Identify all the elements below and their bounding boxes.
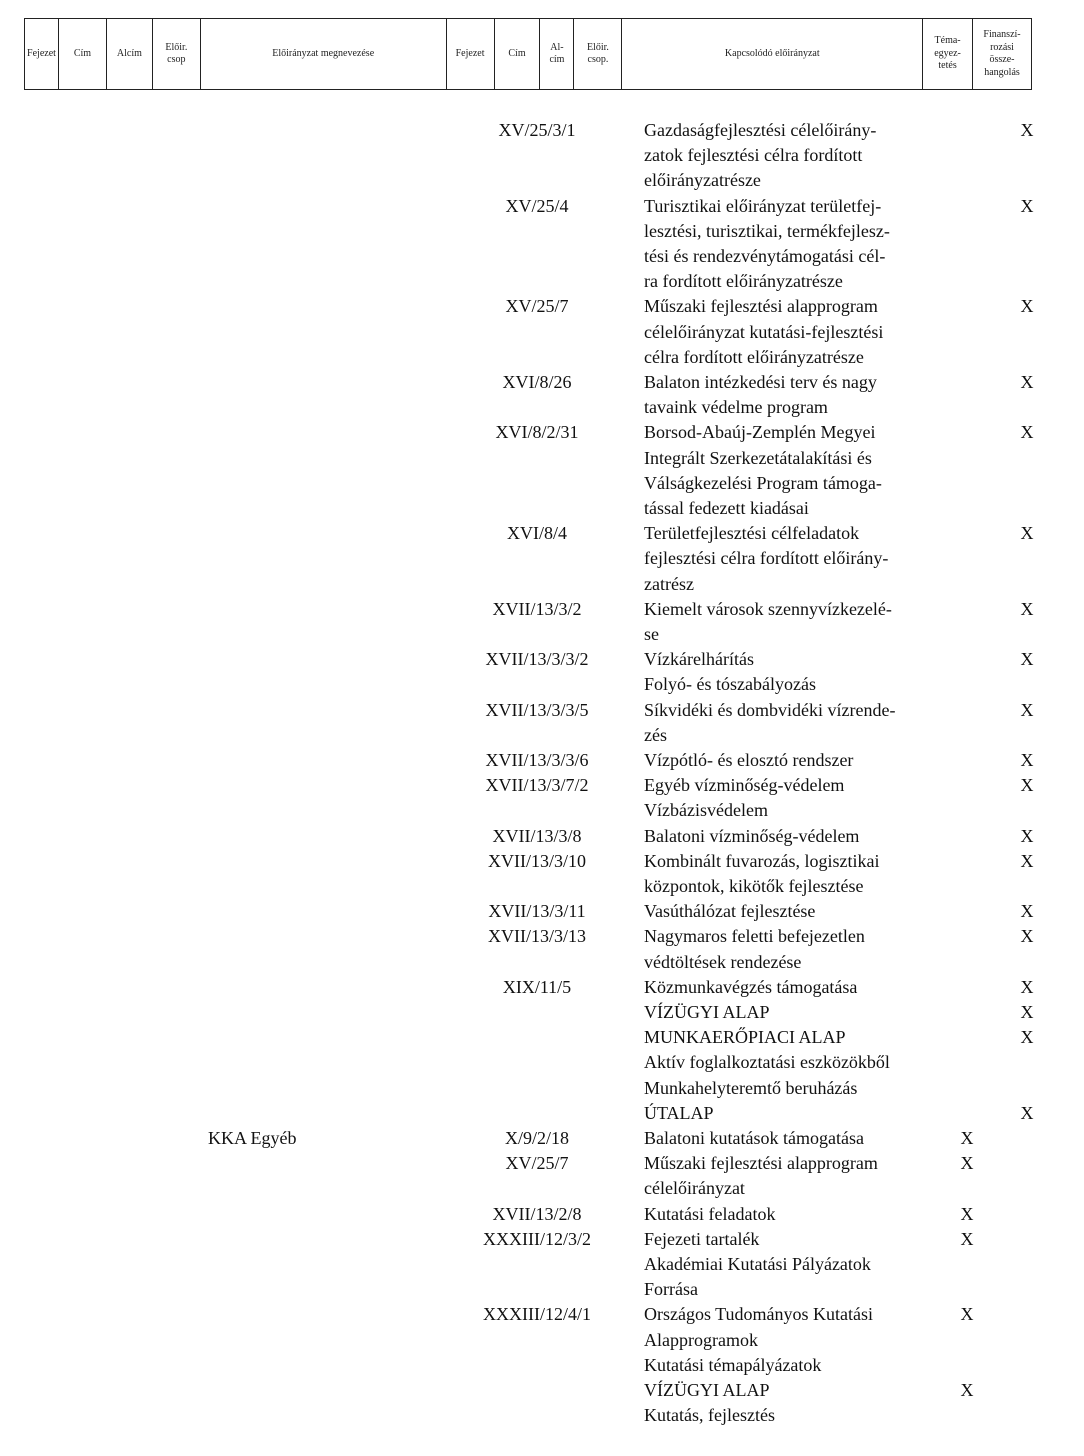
description-line: Vízpótló- és elosztó rendszer	[644, 750, 854, 770]
description-line: Balatoni vízminőség-védelem	[644, 825, 860, 846]
table-row	[0, 698, 1084, 748]
temaegyeztetes-mark: X	[960, 1203, 974, 1224]
description-line: Egyéb vízminőség-védelem	[644, 775, 845, 796]
description-line: előirányzatrésze	[644, 170, 761, 191]
row-description	[644, 975, 939, 1000]
header-eloir-csop-2: Előir. csop.	[574, 19, 622, 89]
table-row	[0, 194, 1084, 295]
description-line: Alapprogramok	[644, 1329, 758, 1350]
table-row	[0, 1302, 1084, 1378]
description-line: tással fedezett kiadásai	[644, 498, 809, 518]
row-code: XVII/13/3/8	[492, 825, 582, 846]
temaegyeztetes-mark: X	[960, 1304, 974, 1325]
row-code: XVII/13/2/8	[492, 1203, 582, 1224]
row-code: XV/25/4	[505, 195, 569, 216]
table-row	[0, 420, 1084, 521]
row-description	[644, 194, 939, 295]
description-line: Vízkárelhárítás	[644, 649, 754, 670]
table-row	[0, 1025, 1084, 1101]
description-line: Borsod-Abaúj-Zemplén Megyei	[644, 422, 876, 443]
description-line: Balaton intézkedési terv és nagy	[644, 372, 877, 392]
finanszirozasi-mark: X	[1020, 120, 1034, 140]
description-line: fejlesztési célra fordított előirány-	[644, 548, 889, 569]
finanszirozasi-mark: X	[1020, 699, 1034, 720]
finanszirozasi-mark: X	[1020, 1002, 1034, 1022]
description-line: tavaink védelme program	[644, 397, 828, 418]
row-description	[644, 647, 939, 697]
header-eloir-csop: Előir. csop	[153, 19, 201, 89]
description-line: Forrása	[644, 1279, 698, 1300]
description-line: Műszaki fejlesztési alapprogram	[644, 1153, 878, 1174]
table-header	[24, 18, 1032, 90]
row-description	[644, 370, 939, 420]
description-line: zatrész	[644, 573, 694, 594]
row-code: XIX/11/5	[502, 976, 572, 997]
description-line: Országos Tudományos Kutatási	[644, 1304, 873, 1325]
row-description	[644, 1101, 939, 1126]
table-row	[0, 521, 1084, 597]
row-description	[644, 118, 939, 194]
finanszirozasi-mark: X	[1020, 901, 1034, 922]
description-line: célelőirányzat	[644, 1178, 745, 1199]
finanszirozasi-mark: X	[1020, 1027, 1034, 1048]
description-line: Válságkezelési Program támoga-	[644, 472, 882, 493]
row-code: XVII/13/3/13	[488, 926, 586, 947]
description-line: zatok fejlesztési célra fordított	[644, 145, 863, 166]
header-temaegyeztetes: Téma- egyez- tetés	[923, 19, 973, 89]
row-description	[644, 924, 939, 974]
row-description	[644, 1126, 939, 1151]
description-line: Nagymaros feletti befejezetlen	[644, 926, 865, 947]
finanszirozasi-mark: X	[1020, 523, 1034, 544]
description-line: Műszaki fejlesztési alapprogram	[644, 296, 878, 317]
finanszirozasi-mark: X	[1020, 1102, 1034, 1123]
row-code: XVI/8/2/31	[495, 422, 579, 443]
description-line: Integrált Szerkezetátalakítási és	[644, 447, 872, 468]
header-kapcsolodo-eloiranyzat: Kapcsolódó előirányzat	[622, 19, 923, 89]
table-row	[0, 899, 1084, 924]
description-line: Kiemelt városok szennyvízkezelé-	[644, 598, 892, 619]
row-code: XV/25/7	[505, 1153, 569, 1174]
header-alcim-2: Al- cím	[540, 19, 574, 89]
row-code: XV/25/3/1	[498, 120, 576, 140]
description-line: zés	[644, 724, 667, 745]
finanszirozasi-mark: X	[1020, 775, 1034, 796]
table-row	[0, 1151, 1084, 1201]
description-line: tési és rendezvénytámogatási cél-	[644, 246, 886, 266]
table-row	[0, 1378, 1084, 1428]
row-code: XV/25/7	[505, 296, 569, 317]
table-row	[0, 773, 1084, 823]
table-row	[0, 294, 1084, 370]
finanszirozasi-mark: X	[1020, 422, 1034, 443]
row-description	[644, 597, 939, 647]
description-line: védtöltések rendezése	[644, 951, 802, 972]
table-row	[0, 849, 1084, 899]
description-line: Vízbázisvédelem	[644, 800, 768, 821]
table-row	[0, 1202, 1084, 1227]
row-code: XVII/13/3/7/2	[485, 775, 589, 796]
finanszirozasi-mark: X	[1020, 195, 1034, 216]
finanszirozasi-mark: X	[1020, 976, 1034, 997]
temaegyeztetes-mark: X	[960, 1153, 974, 1174]
table-row	[0, 975, 1084, 1000]
table-row	[0, 597, 1084, 647]
description-line: MUNKAERŐPIACI ALAP	[644, 1027, 846, 1048]
description-line: Területfejlesztési célfeladatok	[644, 523, 860, 544]
finanszirozasi-mark: X	[1020, 750, 1034, 770]
group-label: KKA Egyéb	[208, 1128, 297, 1148]
row-description	[644, 1025, 939, 1101]
description-line: Munkahelyteremtő beruházás	[644, 1077, 858, 1098]
description-line: célelőirányzat kutatási-fejlesztési	[644, 321, 884, 342]
row-code: XVII/13/3/3/6	[485, 750, 589, 770]
description-line: VÍZÜGYI ALAP	[644, 1380, 770, 1400]
description-line: Gazdaságfejlesztési célelőirány-	[644, 120, 877, 140]
row-description	[644, 698, 939, 748]
header-cim: Cím	[59, 19, 107, 89]
row-description	[644, 899, 939, 924]
finanszirozasi-mark: X	[1020, 296, 1034, 317]
row-description	[644, 748, 939, 773]
table-row	[0, 748, 1084, 773]
row-code: XVI/8/4	[507, 523, 567, 544]
row-description	[644, 1202, 939, 1227]
row-code: XVII/13/3/3/2	[485, 649, 589, 670]
finanszirozasi-mark: X	[1020, 850, 1034, 871]
row-description	[644, 1151, 939, 1201]
table-row	[0, 1000, 1084, 1025]
header-fejezet: Fejezet	[25, 19, 59, 89]
description-line: Síkvidéki és dombvidéki vízrende-	[644, 699, 896, 720]
description-line: Vasúthálózat fejlesztése	[644, 901, 816, 922]
description-line: Turisztikai előirányzat területfej-	[644, 195, 882, 216]
row-code: XVII/13/3/3/5	[485, 699, 589, 720]
finanszirozasi-mark: X	[1020, 372, 1034, 392]
description-line: központok, kikötők fejlesztése	[644, 876, 864, 896]
table-row	[0, 924, 1084, 974]
description-line: lesztési, turisztikai, termékfejlesz-	[644, 220, 890, 241]
description-line: ra fordított előirányzatrésze	[644, 271, 843, 292]
row-description	[644, 1378, 939, 1428]
row-code: X/9/2/18	[504, 1128, 569, 1148]
header-eloiranyzat-megnevezese: Előirányzat megnevezése	[201, 19, 447, 89]
row-description	[644, 849, 939, 899]
description-line: Kutatás, fejlesztés	[644, 1405, 775, 1426]
header-finanszirozasi-osszehangolas: Finanszí- rozási össze- hangolás	[983, 29, 1021, 78]
description-line: se	[644, 624, 659, 644]
header-cim-2: Cím	[495, 19, 541, 89]
description-line: Fejezeti tartalék	[644, 1228, 760, 1249]
description-line: ÚTALAP	[644, 1102, 714, 1123]
row-code: XVII/13/3/11	[488, 901, 586, 922]
row-code: XXXIII/12/4/1	[483, 1304, 591, 1325]
finanszirozasi-mark: X	[1020, 649, 1034, 670]
description-line: VÍZÜGYI ALAP	[644, 1002, 770, 1022]
row-description	[644, 1227, 939, 1303]
row-description	[644, 824, 939, 849]
table-row	[0, 1101, 1084, 1126]
row-description	[644, 420, 939, 521]
description-line: Balatoni kutatások támogatása	[644, 1128, 864, 1148]
table-row	[0, 1126, 1084, 1151]
description-line: Közmunkavégzés támogatása	[644, 976, 858, 997]
description-line: Akadémiai Kutatási Pályázatok	[644, 1254, 871, 1274]
header-alcim: Alcím	[107, 19, 153, 89]
row-description	[644, 521, 939, 597]
temaegyeztetes-mark: X	[960, 1228, 974, 1249]
row-description	[644, 294, 939, 370]
finanszirozasi-mark: X	[1020, 598, 1034, 619]
temaegyeztetes-mark: X	[960, 1128, 974, 1148]
table-row	[0, 824, 1084, 849]
row-code: XVII/13/3/10	[488, 850, 586, 871]
row-description	[644, 1302, 939, 1378]
row-description	[644, 1000, 939, 1025]
description-line: Folyó- és tószabályozás	[644, 674, 816, 695]
description-line: Kombinált fuvarozás, logisztikai	[644, 850, 880, 871]
row-code: XXXIII/12/3/2	[483, 1228, 591, 1249]
description-line: célra fordított előirányzatrésze	[644, 346, 864, 367]
table-row	[0, 118, 1084, 194]
description-line: Aktív foglalkoztatási eszközökből	[644, 1052, 890, 1073]
row-description	[644, 773, 939, 823]
table-row	[0, 1227, 1084, 1303]
header-fejezet-2: Fejezet	[447, 19, 495, 89]
description-line: Kutatási témapályázatok	[644, 1354, 822, 1375]
table-row	[0, 370, 1084, 420]
finanszirozasi-mark: X	[1020, 926, 1034, 947]
description-line: Kutatási feladatok	[644, 1203, 776, 1224]
row-code: XVII/13/3/2	[492, 598, 582, 619]
table-row	[0, 647, 1084, 697]
row-code: XVI/8/26	[502, 372, 572, 392]
temaegyeztetes-mark: X	[960, 1380, 974, 1400]
finanszirozasi-mark: X	[1020, 825, 1034, 846]
